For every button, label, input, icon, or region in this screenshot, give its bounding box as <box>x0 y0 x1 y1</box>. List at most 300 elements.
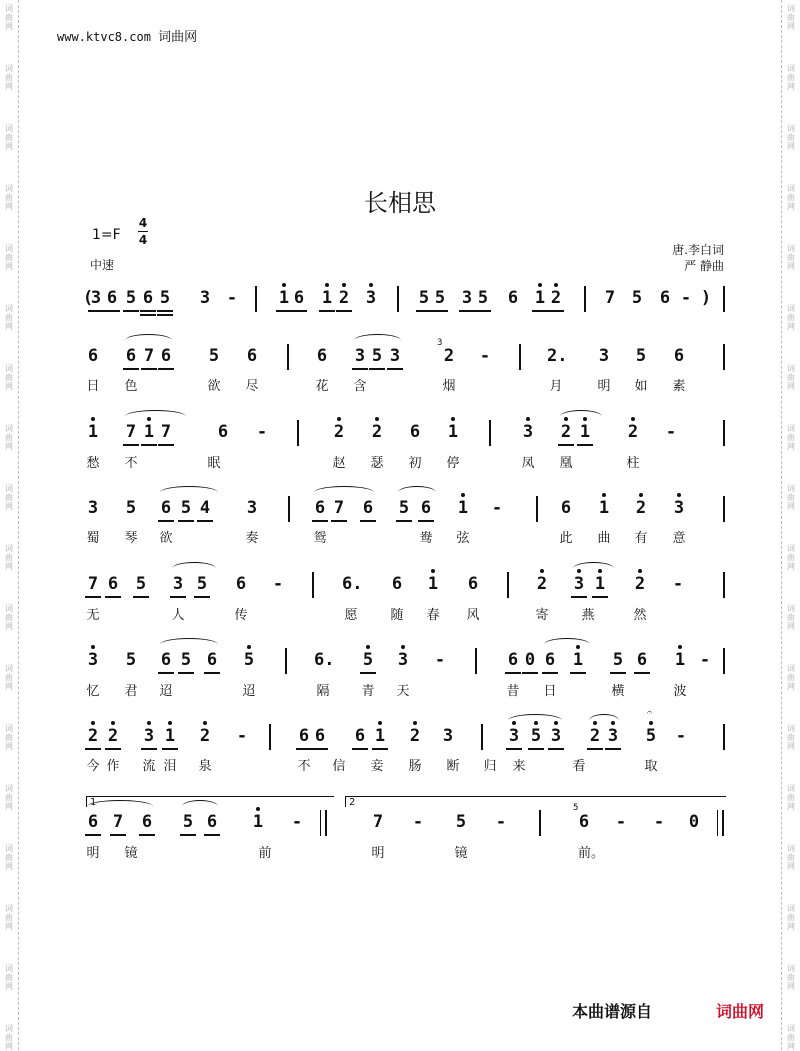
note: 6 <box>157 650 175 670</box>
note: 5 <box>125 650 137 670</box>
time-signature: 4 4 <box>138 216 148 247</box>
lyric-syllable: 看 <box>572 759 586 774</box>
watermark-glyph: 词 曲 网 <box>787 964 795 991</box>
barline <box>255 286 257 312</box>
note: 3 <box>394 650 412 670</box>
barline <box>723 648 725 674</box>
note: 6 <box>391 574 403 594</box>
note: 6 <box>84 812 102 832</box>
note: 6 <box>417 498 435 518</box>
barline <box>325 810 327 836</box>
note: 1 <box>454 498 472 518</box>
note: 3 <box>505 726 523 746</box>
lyric-syllable: 明 <box>597 379 611 394</box>
lyric-syllable: 凰 <box>559 456 573 471</box>
lyric-syllable: 意 <box>672 531 686 546</box>
watermark-glyph: 词 曲 网 <box>5 64 13 91</box>
watermark-glyph: 词 曲 网 <box>787 484 795 511</box>
note: 2 <box>547 288 565 308</box>
note: - <box>675 726 687 746</box>
lyric-syllable: 忆 <box>86 684 100 699</box>
note: 1 <box>318 288 336 308</box>
note: 7 <box>122 422 140 442</box>
barline <box>481 724 483 750</box>
lyric-syllable: 寄 <box>535 608 549 623</box>
grace-note: 5 <box>573 803 579 813</box>
note: 5 <box>177 650 195 670</box>
lyric-syllable: 弦 <box>456 531 470 546</box>
lyric-syllable: 然 <box>633 608 647 623</box>
slur <box>314 486 374 499</box>
lyric-syllable: 有 <box>634 531 648 546</box>
barline <box>722 810 724 836</box>
note: 1 <box>161 726 179 746</box>
watermark-glyph: 词 曲 网 <box>787 424 795 451</box>
lyric-syllable: 眠 <box>207 456 221 471</box>
lyric-syllable: 不 <box>297 759 311 774</box>
note: - <box>615 812 627 832</box>
watermark-glyph: 词 曲 网 <box>5 1024 13 1051</box>
lyric-syllable: 初 <box>408 456 422 471</box>
watermark-glyph: 词 曲 网 <box>5 244 13 271</box>
note: 7 <box>604 288 616 308</box>
note: 5 <box>455 812 467 832</box>
barline <box>312 572 314 598</box>
lyric-syllable: 人 <box>171 608 185 623</box>
note: - <box>653 812 665 832</box>
lyric-syllable: 断 <box>446 759 460 774</box>
key-signature: 1=F <box>92 227 121 243</box>
lyric-syllable: 镜 <box>454 846 468 861</box>
note: 3 <box>87 288 105 308</box>
slur <box>544 638 590 651</box>
lyric-syllable: 来 <box>512 759 526 774</box>
lyric-syllable: 肠 <box>408 759 422 774</box>
note: 5 <box>642 726 660 746</box>
note: 6 <box>467 574 479 594</box>
note: 2 <box>335 288 353 308</box>
note: 3 <box>598 346 610 366</box>
slur <box>172 562 216 575</box>
lyric-syllable: 泉 <box>198 759 212 774</box>
note: 6 <box>359 498 377 518</box>
lyric-syllable: 欲 <box>159 531 173 546</box>
lyric-syllable: 取 <box>644 759 658 774</box>
lyric-syllable: 欲 <box>207 379 221 394</box>
lyric-syllable: 日 <box>543 684 557 699</box>
note: - <box>680 288 692 308</box>
lyric-syllable: 传 <box>234 608 248 623</box>
watermark-glyph: 词 曲 网 <box>5 844 13 871</box>
note: 6 <box>103 288 121 308</box>
barline <box>539 810 541 836</box>
note: 6. <box>314 650 335 670</box>
watermark-glyph: 词 曲 网 <box>5 424 13 451</box>
note: 6 <box>122 346 140 366</box>
note: 3 <box>519 422 537 442</box>
watermark-glyph: 词 曲 网 <box>787 244 795 271</box>
lyric-syllable: 瑟 <box>370 456 384 471</box>
lyric-syllable: 今 <box>86 759 100 774</box>
note: 6 <box>203 650 221 670</box>
note: 5 <box>415 288 433 308</box>
barline <box>723 572 725 598</box>
note: 2 <box>557 422 575 442</box>
barline <box>397 286 399 312</box>
slur <box>560 410 602 423</box>
lyric-syllable: 天 <box>396 684 410 699</box>
note: 5 <box>122 288 140 308</box>
lyric-syllable: 镜 <box>124 846 138 861</box>
note: 1 <box>249 812 267 832</box>
note: 3 <box>140 726 158 746</box>
barline <box>723 724 725 750</box>
note: 0 <box>521 650 539 670</box>
barline <box>723 496 725 522</box>
note: 1 <box>275 288 293 308</box>
note: 6 <box>316 346 328 366</box>
note: 3 <box>199 288 211 308</box>
note: 7 <box>109 812 127 832</box>
grace-note: 𝄐 <box>647 708 653 718</box>
note: 2 <box>104 726 122 746</box>
note: 1 <box>595 498 613 518</box>
note: 5 <box>156 288 174 308</box>
note: 5 <box>631 288 643 308</box>
barline <box>536 496 538 522</box>
lyric-syllable: 愁 <box>86 456 100 471</box>
left-watermark-strip <box>0 0 19 1050</box>
note: 6 <box>311 726 329 746</box>
watermark-glyph: 词 曲 网 <box>5 364 13 391</box>
note: 5 <box>474 288 492 308</box>
note: 3 <box>604 726 622 746</box>
note: 7 <box>157 422 175 442</box>
footer-brand-logo: 词曲网 <box>716 1002 765 1021</box>
slur <box>589 714 619 727</box>
lyric-syllable: 烟 <box>442 379 456 394</box>
lyric-syllable: 赵 <box>332 456 346 471</box>
volta-bracket: 2 <box>345 796 726 807</box>
note: - <box>272 574 284 594</box>
note: 2. <box>547 346 568 366</box>
watermark-glyph: 词 曲 网 <box>787 124 795 151</box>
barline <box>519 344 521 370</box>
grace-note: 3 <box>437 338 443 348</box>
note: 3 <box>670 498 688 518</box>
watermark-glyph: 词 曲 网 <box>787 604 795 631</box>
lyric-syllable: 信 <box>332 759 346 774</box>
note: 5 <box>240 650 258 670</box>
lyric-syllable: 色 <box>124 379 138 394</box>
lyric-syllable: 前 <box>258 846 272 861</box>
note: - <box>412 812 424 832</box>
note: ( <box>82 288 94 308</box>
watermark-glyph: 词 曲 网 <box>5 304 13 331</box>
note: 3 <box>362 288 380 308</box>
note: 3 <box>547 726 565 746</box>
note: 6 <box>409 422 421 442</box>
note: 5 <box>125 498 137 518</box>
note: - <box>491 498 503 518</box>
note: 5 <box>132 574 150 594</box>
lyric-syllable: 归 <box>483 759 497 774</box>
lyric-syllable: 流 <box>142 759 156 774</box>
note: 2 <box>631 574 649 594</box>
note: 6 <box>578 812 590 832</box>
lyric-syllable: 月 <box>549 379 563 394</box>
note: - <box>699 650 711 670</box>
note: 6 <box>351 726 369 746</box>
note: 1 <box>84 422 102 442</box>
note: 1 <box>591 574 609 594</box>
note: - <box>256 422 268 442</box>
watermark-glyph: 词 曲 网 <box>787 304 795 331</box>
lyric-syllable: 凤 <box>521 456 535 471</box>
barline <box>717 810 718 836</box>
watermark-glyph: 词 曲 网 <box>787 364 795 391</box>
barline <box>297 420 299 446</box>
note: 6 <box>104 574 122 594</box>
note: 5 <box>609 650 627 670</box>
watermark-glyph: 词 曲 网 <box>787 64 795 91</box>
lyric-syllable: 明 <box>371 846 385 861</box>
note: - <box>665 422 677 442</box>
note: 7 <box>84 574 102 594</box>
note: - <box>291 812 303 832</box>
slur <box>508 714 562 727</box>
watermark-glyph: 词 曲 网 <box>787 664 795 691</box>
lyric-syllable: 风 <box>466 608 480 623</box>
note: 5 <box>431 288 449 308</box>
note: 3 <box>442 726 454 746</box>
watermark-glyph: 词 曲 网 <box>5 604 13 631</box>
lyric-syllable: 蜀 <box>86 531 100 546</box>
note: 1 <box>576 422 594 442</box>
watermark-glyph: 词 曲 网 <box>5 484 13 511</box>
site-url[interactable]: www.ktvc8.com 词曲网 <box>57 30 198 45</box>
lyric-syllable: 随 <box>390 608 404 623</box>
lyric-syllable: 作 <box>106 759 120 774</box>
note: 2 <box>406 726 424 746</box>
lyric-syllable: 迢 <box>159 684 173 699</box>
note: 6 <box>157 498 175 518</box>
note: 2 <box>624 422 642 442</box>
lyric-syllable: 无 <box>86 608 100 623</box>
barline <box>489 420 491 446</box>
note: 6 <box>673 346 685 366</box>
lyric-syllable: 琴 <box>124 531 138 546</box>
note: 1 <box>371 726 389 746</box>
note: 6 <box>311 498 329 518</box>
note: - <box>434 650 446 670</box>
lyric-syllable: 曲 <box>597 531 611 546</box>
note: 6 <box>504 650 522 670</box>
barline <box>475 648 477 674</box>
slur <box>354 334 401 347</box>
note: 6 <box>217 422 229 442</box>
lyric-syllable: 奏 <box>245 531 259 546</box>
note: 2 <box>330 422 348 442</box>
lyric-syllable: 素 <box>672 379 686 394</box>
note: 6 <box>541 650 559 670</box>
watermark-glyph: 词 曲 网 <box>5 724 13 751</box>
watermark-glyph: 词 曲 网 <box>5 784 13 811</box>
note: 3 <box>246 498 258 518</box>
composer-credit: 严 静曲 <box>684 259 724 273</box>
lyric-syllable: 妾 <box>370 759 384 774</box>
lyric-syllable: 青 <box>361 684 375 699</box>
footer-source: 本曲谱源自 <box>572 1002 653 1021</box>
lyric-syllable: 日 <box>86 379 100 394</box>
watermark-glyph: 词 曲 网 <box>5 184 13 211</box>
slur <box>573 562 614 575</box>
lyric-syllable: 明 <box>86 846 100 861</box>
lyric-syllable: 前。 <box>578 846 605 861</box>
watermark-glyph: 词 曲 网 <box>787 184 795 211</box>
note: 2 <box>84 726 102 746</box>
note: 3 <box>458 288 476 308</box>
note: 6 <box>295 726 313 746</box>
lyric-syllable: 泪 <box>163 759 177 774</box>
lyric-syllable: 鸯 <box>419 531 433 546</box>
note: 6 <box>87 346 99 366</box>
note: 7 <box>330 498 348 518</box>
note: 3 <box>351 346 369 366</box>
lyric-syllable: 燕 <box>581 608 595 623</box>
lyric-syllable: 柱 <box>626 456 640 471</box>
barline <box>288 496 290 522</box>
barline <box>584 286 586 312</box>
watermark-glyph: 词 曲 网 <box>787 544 795 571</box>
lyric-syllable: 尽 <box>245 379 259 394</box>
barline <box>320 810 321 836</box>
note: 5 <box>193 574 211 594</box>
note: - <box>226 288 238 308</box>
note: 6 <box>235 574 247 594</box>
note: 2 <box>586 726 604 746</box>
note: 2 <box>533 574 551 594</box>
barline <box>723 420 725 446</box>
note: 3 <box>87 498 99 518</box>
slur <box>398 486 436 499</box>
barline <box>285 648 287 674</box>
barline <box>269 724 271 750</box>
slur <box>125 334 172 347</box>
note: 4 <box>196 498 214 518</box>
lyric-syllable: 如 <box>634 379 648 394</box>
note: ) <box>700 288 712 308</box>
tempo-marking: 中速 <box>90 258 115 272</box>
note: 6 <box>560 498 572 518</box>
note: 5 <box>177 498 195 518</box>
note: 6 <box>659 288 671 308</box>
volta-bracket: 1 <box>86 796 334 807</box>
lyric-syllable: 君 <box>124 684 138 699</box>
watermark-glyph: 词 曲 网 <box>5 4 13 31</box>
note: 1 <box>531 288 549 308</box>
slur <box>160 638 218 651</box>
note: 5 <box>359 650 377 670</box>
note: 2 <box>443 346 455 366</box>
note: 0 <box>688 812 700 832</box>
slur <box>125 410 186 423</box>
note: 3 <box>84 650 102 670</box>
watermark-glyph: 词 曲 网 <box>5 664 13 691</box>
watermark-glyph: 词 曲 网 <box>787 844 795 871</box>
note: 1 <box>444 422 462 442</box>
watermark-glyph: 词 曲 网 <box>787 724 795 751</box>
note: 2 <box>632 498 650 518</box>
barline <box>723 286 725 312</box>
watermark-glyph: 词 曲 网 <box>787 904 795 931</box>
watermark-glyph: 词 曲 网 <box>787 4 795 31</box>
lyricist-credit: 唐.李白词 <box>672 243 724 257</box>
note: 6 <box>633 650 651 670</box>
note: 3 <box>570 574 588 594</box>
watermark-glyph: 词 曲 网 <box>5 544 13 571</box>
watermark-glyph: 词 曲 网 <box>5 964 13 991</box>
note: 1 <box>140 422 158 442</box>
note: 2 <box>368 422 386 442</box>
lyric-syllable: 鸳 <box>313 531 327 546</box>
note: 3 <box>169 574 187 594</box>
barline <box>507 572 509 598</box>
watermark-glyph: 词 曲 网 <box>787 1024 795 1051</box>
note: 5 <box>635 346 647 366</box>
lyric-syllable: 花 <box>315 379 329 394</box>
song-title: 长相思 <box>364 189 436 217</box>
note: 5 <box>395 498 413 518</box>
lyric-syllable: 横 <box>611 684 625 699</box>
barline <box>723 344 725 370</box>
lyric-syllable: 隔 <box>316 684 330 699</box>
barline <box>287 344 289 370</box>
note: 2 <box>196 726 214 746</box>
note: 5 <box>527 726 545 746</box>
watermark-glyph: 词 曲 网 <box>5 904 13 931</box>
note: 1 <box>569 650 587 670</box>
note: - <box>672 574 684 594</box>
lyric-syllable: 昔 <box>506 684 520 699</box>
note: 5 <box>179 812 197 832</box>
note: 5 <box>208 346 220 366</box>
note: 7 <box>140 346 158 366</box>
lyric-syllable: 不 <box>124 456 138 471</box>
lyric-syllable: 波 <box>673 684 687 699</box>
note: 1 <box>424 574 442 594</box>
lyric-syllable: 春 <box>426 608 440 623</box>
note: - <box>236 726 248 746</box>
watermark-glyph: 词 曲 网 <box>5 124 13 151</box>
note: 3 <box>386 346 404 366</box>
note: 5 <box>368 346 386 366</box>
lyric-syllable: 迢 <box>242 684 256 699</box>
note: 1 <box>671 650 689 670</box>
lyric-syllable: 此 <box>559 531 573 546</box>
note: 6 <box>290 288 308 308</box>
note: - <box>495 812 507 832</box>
note: 6 <box>157 346 175 366</box>
lyric-syllable: 含 <box>353 379 367 394</box>
lyric-syllable: 愿 <box>344 608 358 623</box>
lyric-syllable: 停 <box>446 456 460 471</box>
note: 6 <box>139 288 157 308</box>
right-watermark-strip <box>781 0 800 1050</box>
note: 7 <box>372 812 384 832</box>
note: 6. <box>342 574 363 594</box>
note: 6 <box>138 812 156 832</box>
